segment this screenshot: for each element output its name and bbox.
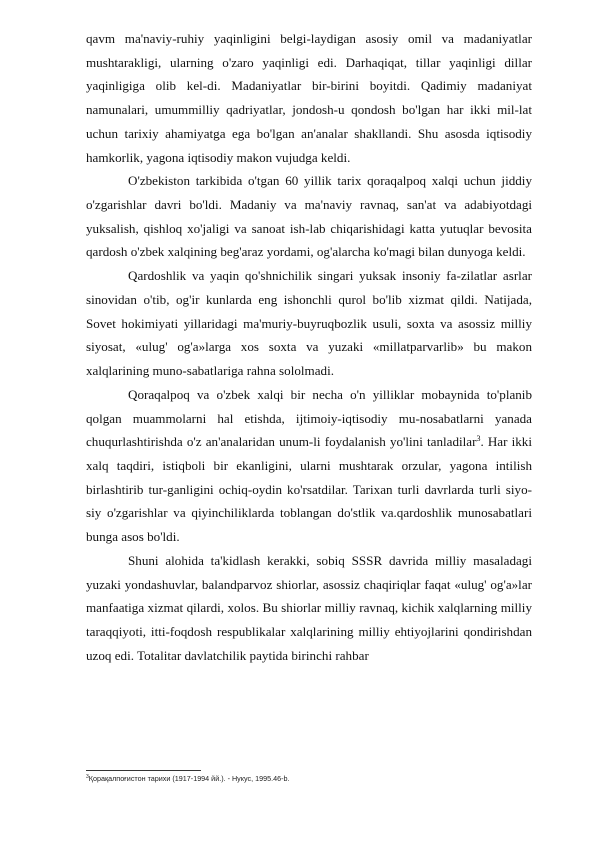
footnote-reference[interactable]: 3 bbox=[476, 434, 481, 444]
paragraph-2: O'zbekiston tarkibida o'tgan 60 yillik tarix qoraqalpoq xalqi uchun jiddiy o'zgarishlar davri bo'ldi. Madaniy va ma'naviy ravnaq, san'at va adabiyotdagi yuksalish, qishloq xo'jaligi va sanoat ish-lab chiqarishidagi katta yutuqlar bevosita qardosh o'zbek xalqining beg'araz yordami, og'alarcha ko'magi bilan dunyoga keldi. bbox=[86, 173, 532, 260]
footnote-number: 3 bbox=[86, 774, 89, 780]
footnote-divider bbox=[86, 770, 201, 771]
paragraph-4 bbox=[86, 383, 532, 549]
paragraph-4-text-end: . Har ikki xalq taqdiri, istiqboli bir ekanligini, ularni mushtarak orzular, yagona intilish birlashtirib tur-ganligini ochiq-oydin ko'rsatdilar. Tarixan turli davrlarda turli siyo-siy o'zgarishlar va qiyinchiliklarda toblangan do'stlik va.qardoshlik munosabatlari bunga asos bo'ldi. bbox=[86, 434, 532, 545]
paragraph-1: qavm ma'naviy-ruhiy yaqinligini belgi-laydigan asosiy omil va madaniyatlar mushtarakligi, ularning o'zaro yaqinligi edi. Darhaqiqat, tillar yaqinligi dillar yaqinligiga olib kel-di. Madaniyatlar bir-birini boyitdi. Qadimiy madaniyat namunalari, umummilliy qadriyatlar, jondosh-u qondosh bo'lgan har ikki mil-lat uchun tarixiy ahamiyatga ega bo'lgan an'analar shakllandi. Shu asosda iqtisodiy hamkorlik, yagona iqtisodiy makon vujudga keldi. bbox=[86, 31, 532, 165]
paragraph-5: Shuni alohida ta'kidlash kerakki, sobiq SSSR davrida milliy masaladagi yuzaki yondashuvlar, balandparvoz shiorlar, asossiz chaqiriqlar faqat «ulug' og'a»lar manfaatiga xizmat qilardi, xolos. Bu shiorlar milliy ravnaq, kichik xalqlarning milliy taraqqiyoti, itti-foqdosh respublikalar xalqlarining milliy ehtiyojlarini qondirishdan uzoq edi. Totalitar davlatchilik paytida birinchi rahbar bbox=[86, 552, 532, 663]
paragraph-3: Qardoshlik va yaqin qo'shnichilik singari yuksak insoniy fa-zilatlar asrlar sinovidan o'tib, og'ir kunlarda eng ishonchli qurol bo'lib xizmat qildi. Natijada, Sovet hokimiyati yillaridagi ma'muriy-buyruqbozlik usuli, soxta va asossiz milliy siyosat, «ulug' og'a»larga xos soxta va yuzaki «millatparvarlib» bu makon xalqlarining muno-sabatlariga rahna sololmadi. bbox=[86, 268, 532, 379]
document-body bbox=[86, 27, 532, 667]
footnote-text: Қорақалпоғистон тарихи (1917-1994 йй.). - Нукус, 1995.46-b. bbox=[88, 774, 290, 783]
footnote bbox=[86, 774, 289, 784]
paragraph-4-text-start: Qoraqalpoq va o'zbek xalqi bir necha o'n yilliklar mobaynida to'planib qolgan muammolarni hal etishda, ijtimoiy-iqtisodiy mu-nosabatlarni yanada chuqurlashtirishda o'z an'analaridan unum-li foydalanish yo'lini tanladilar bbox=[86, 386, 532, 450]
